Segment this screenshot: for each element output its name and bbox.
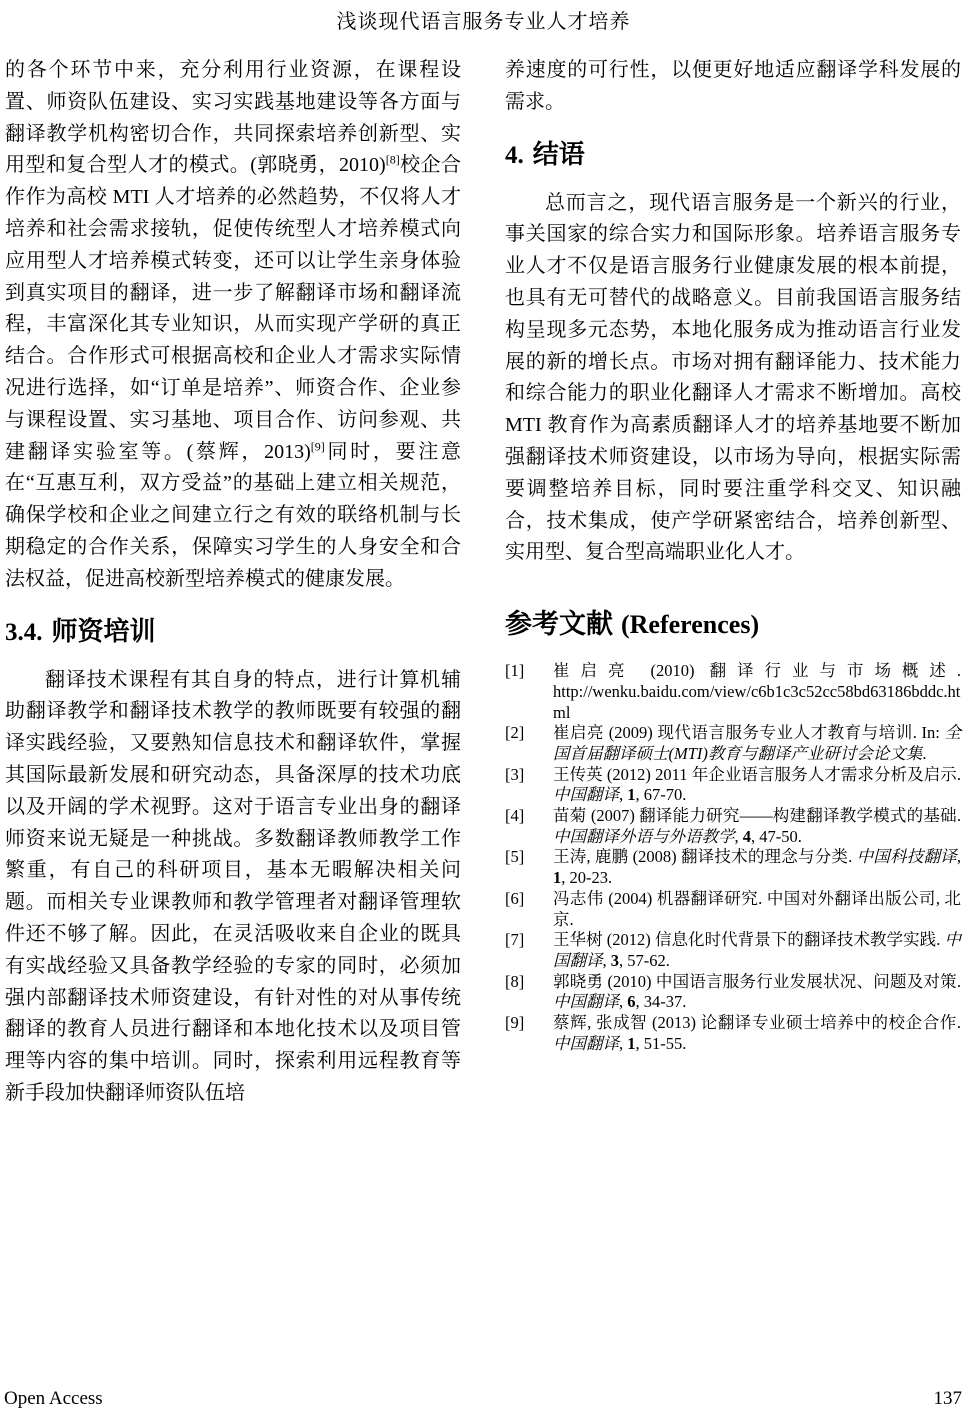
text-segment: 苗菊 (2007) 翻译能力研究——构建翻译教学模式的基础.	[553, 806, 961, 826]
right-column	[505, 55, 961, 1055]
journal-title-italic: 中国翻译	[553, 785, 619, 805]
reference-number: [6]	[505, 888, 525, 908]
footer-open-access-label: Open Access	[4, 1388, 103, 1409]
paragraph-continuation	[5, 55, 461, 596]
reference-text	[553, 972, 961, 1013]
text-segment: ,	[619, 1033, 628, 1053]
references-heading-en: (References)	[621, 610, 760, 640]
journal-title-italic: 中国科技翻译	[856, 847, 957, 867]
reference-number: [2]	[505, 723, 525, 743]
section-heading-4	[505, 135, 961, 176]
left-column	[5, 55, 461, 1110]
reference-item	[505, 972, 961, 1013]
section-number: 4.	[505, 141, 524, 169]
volume-number-bold: 1	[553, 868, 562, 888]
paragraph-teacher-training: 翻译技术课程有其自身的特点，进行计算机辅助翻译教学和翻译技术教学的教师既要有较强的翻译实践经验，又要熟知信息技术和翻译软件，掌握其国际最新发展和研究动态，具备深厚的技术功底以及开阔的学术视野。这对于语言专业出身的翻译师资来说无疑是一种挑战。多数翻译教师教学工作繁重，有自己的科研项目，基本无暇解决相关问题。而相关专业课教师和教学管理者对翻译管理软件还不够了解。因此，在灵活吸收来自企业的既具有实战经验又具备教学经验的专家的同时，必须加强内部翻译技术师资建设，有针对性的对从事传统翻译的教育人员进行翻译和本地化技术以及项目管理等内容的集中培训。同时，探索利用远程教育等新手段加快翻译师资队伍培	[5, 668, 461, 1104]
text-segment: ,	[602, 951, 611, 970]
reference-item	[505, 847, 961, 888]
text-segment: , 57-62.	[619, 951, 670, 970]
section-number: 3.4.	[5, 618, 43, 646]
reference-item	[505, 765, 961, 806]
text-segment: 蔡辉, 张成智 (2013) 论翻译专业硕士培养中的校企合作.	[553, 1013, 961, 1033]
paragraph-continuation: 养速度的可行性，以便更好地适应翻译学科发展的需求。	[505, 59, 961, 113]
text-segment: ,	[619, 785, 628, 805]
reference-item	[505, 1013, 961, 1054]
reference-text	[553, 806, 961, 847]
reference-item	[505, 930, 961, 971]
text-segment: 郭晓勇 (2010) 中国语言服务行业发展状况、问题及对策.	[553, 971, 961, 991]
volume-number-bold: 1	[627, 1033, 636, 1053]
text-segment: ,	[734, 826, 743, 846]
journal-title-italic: 中国翻译	[553, 930, 961, 970]
text-segment: 王传英 (2012) 2011 年企业语言服务人才需求分析及启示.	[553, 764, 961, 784]
text-segment: ,	[619, 992, 628, 1012]
journal-title-italic: 中国翻译	[553, 992, 619, 1012]
volume-number-bold: 4	[742, 826, 751, 846]
reference-item	[505, 806, 961, 847]
journal-title-italic: 中国翻译	[553, 1033, 619, 1053]
references-list	[505, 661, 961, 1054]
text-segment: , 51-55.	[635, 1033, 687, 1053]
reference-number: [7]	[505, 930, 525, 950]
reference-number: [8]	[505, 971, 525, 991]
section-title: 结语	[532, 138, 585, 169]
text-segment: ,	[956, 847, 962, 867]
paragraph-conclusion: 总而言之，现代语言服务是一个新兴的行业，事关国家的综合实力和国际形象。培养语言服务专业人才不仅是语言服务行业健康发展的根本前提，也具有无可替代的战略意义。目前我国语言服务结构呈现多元态势，本地化服务成为推动语言行业发展的新的增长点。市场对拥有翻译能力、技术能力和综合能力的职业化翻译人才需求不断增加。高校 MTI 教育作为高素质翻译人才的培养基地要不断加强翻译技术师资建设，以市场为导向，根据实际需要调整培养目标，同时要注重学科交叉、知识融合，技术集成，使产学研紧密结合，培养创新型、实用型、复合型高端职业化人才。	[505, 191, 961, 564]
running-head-title: 浅谈现代语言服务专业人才培养	[336, 11, 631, 33]
text-segment: 同时，要注意在“互惠互利，双方受益”的基础上建立相关规范，确保学校和企业之间建立行之有效的联络机制与长期稳定的合作关系，保障实习学生的人身安全和合法权益，促进高校新型培养模式的健康发展。	[5, 440, 462, 590]
journal-title-italic: 中国翻译外语与外语教学	[553, 826, 735, 846]
reference-text	[553, 1013, 961, 1054]
reference-number: [5]	[505, 847, 525, 867]
references-heading	[505, 603, 961, 648]
section-title: 师资培训	[51, 615, 156, 646]
text-segment: , 20-23.	[561, 868, 613, 888]
text-segment: , 34-37.	[635, 992, 687, 1012]
citation-superscript: [9]	[310, 438, 325, 453]
reference-text	[553, 661, 961, 723]
references-heading-zh: 参考文献	[505, 609, 613, 640]
reference-text	[553, 930, 961, 971]
text-segment: 冯志伟 (2004) 机器翻译研究. 中国对外翻译出版公司, 北京.	[553, 888, 961, 929]
reference-item	[505, 889, 961, 930]
reference-url[interactable]: http://wenku.baidu.com/view/c6b1c3c52cc58bd63186bddc.html	[553, 681, 961, 722]
reference-item	[505, 661, 961, 723]
section-heading-3-4	[5, 612, 461, 653]
volume-number-bold: 1	[627, 785, 636, 805]
reference-number: [4]	[505, 806, 525, 826]
citation-superscript: [8]	[385, 152, 400, 167]
reference-number: [1]	[505, 661, 525, 681]
text-segment: , 67-70.	[635, 785, 687, 805]
volume-number-bold: 6	[627, 992, 636, 1012]
text-segment: 崔启亮 (2009) 现代语言服务专业人才教育与培训. In:	[553, 723, 945, 743]
text-segment: 的各个环节中来，充分利用行业资源，在课程设置、师资队伍建设、实习实践基地建设等各方面与翻译教学机构密切合作，共同探索培养创新型、实用型和复合型人才的模式。(郭晓勇，2010)	[5, 59, 461, 177]
reference-number: [9]	[505, 1013, 525, 1033]
reference-text	[553, 889, 961, 930]
reference-item	[505, 723, 961, 764]
text-segment: 崔启亮 (2010) 翻译行业与市场概述.	[553, 661, 961, 681]
reference-number: [3]	[505, 764, 525, 784]
journal-title-italic: 全国首届翻译硕士(MTI)教育与翻译产业研讨会论文集	[553, 723, 961, 763]
text-segment: , 47-50.	[751, 826, 802, 846]
reference-text	[553, 765, 961, 806]
reference-text	[553, 723, 961, 764]
text-segment: 王涛, 鹿鹏 (2008) 翻译技术的理念与分类.	[553, 847, 857, 867]
text-segment: 校企合作作为高校 MTI 人才培养的必然趋势，不仅将人才培养和社会需求接轨，促使传统型人才培养模式向应用型人才培养模式转变，还可以让学生亲身体验到真实项目的翻译，进一步了解翻译市场和翻译流程，丰富深化其专业知识，从而实现产学研的真正结合。合作形式可根据高校和企业人才需求实际情况进行选择，如“订单是培养”、师资合作、企业参与课程设置、实习基地、项目合作、访问参观、共建翻译实验室等。(蔡辉，2013)	[5, 154, 462, 463]
text-segment: 王华树 (2012) 信息化时代背景下的翻译技术教学实践.	[553, 930, 945, 950]
text-segment: .	[922, 743, 927, 763]
volume-number-bold: 3	[610, 951, 619, 970]
reference-text	[553, 847, 961, 888]
footer-page-number: 137	[933, 1388, 962, 1409]
